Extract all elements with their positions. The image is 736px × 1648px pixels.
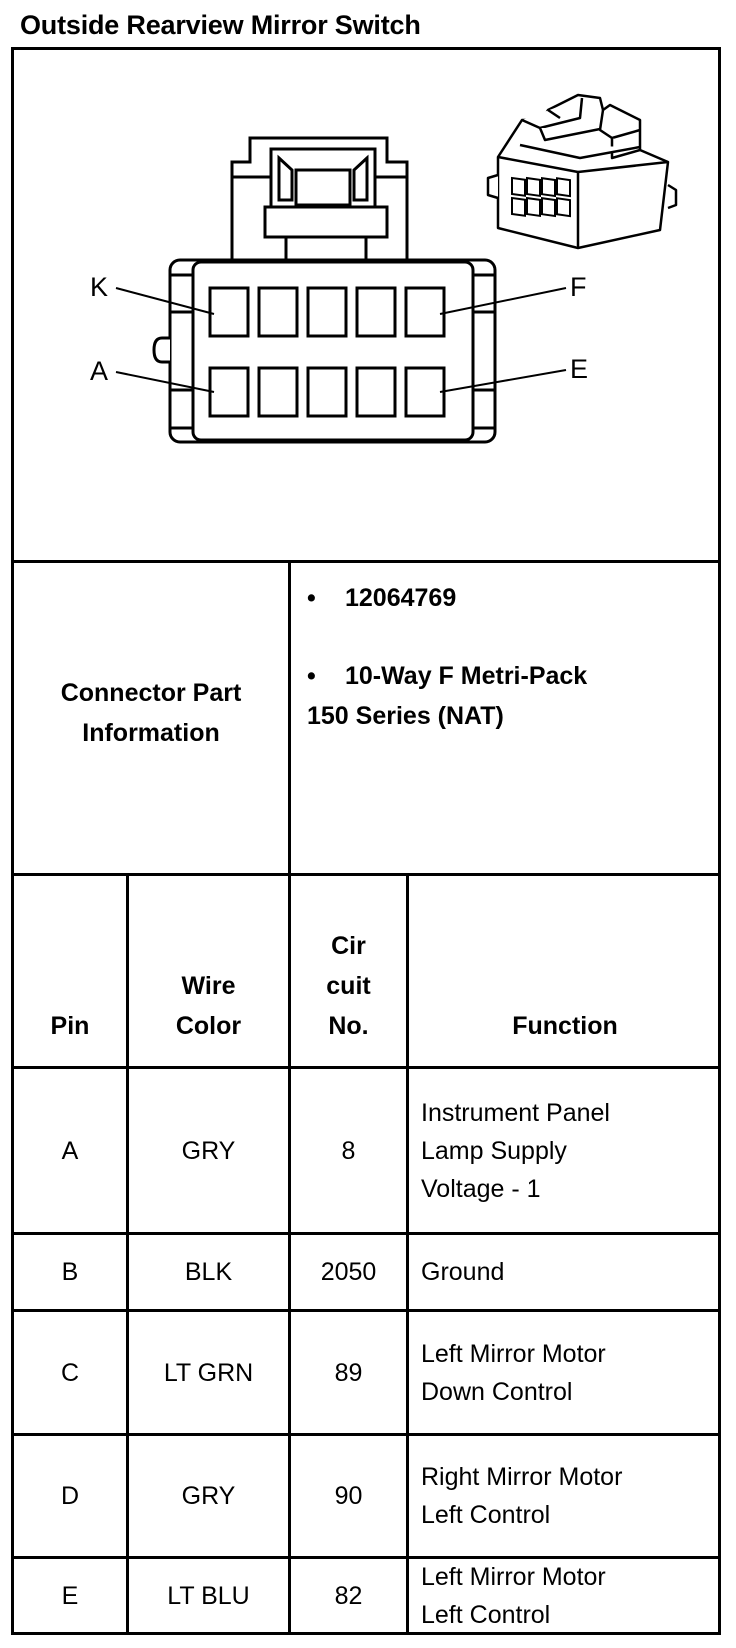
pin-label-k: K bbox=[90, 272, 109, 302]
page-title: Outside Rearview Mirror Switch bbox=[20, 10, 421, 40]
function-line: Voltage - 1 bbox=[421, 1174, 541, 1203]
cell-pin: C bbox=[60, 1358, 80, 1387]
cell-function bbox=[409, 1312, 721, 1433]
header-circuit-no: Cir cuit No. bbox=[326, 932, 371, 1040]
part-number: • 12064769 bbox=[307, 584, 457, 612]
function-line: Left Control bbox=[421, 1501, 551, 1529]
function-line: Ground bbox=[421, 1258, 505, 1286]
cell-function bbox=[409, 1069, 721, 1232]
connector-info-label: Connector Part Information bbox=[60, 679, 242, 747]
cell-circuit-no: 8 bbox=[341, 1136, 356, 1165]
cell-function bbox=[409, 1559, 721, 1632]
connector-description: • 10-Way F Metri-Pack 150 Series (NAT) bbox=[307, 662, 588, 730]
cell-circuit-no: 82 bbox=[334, 1581, 363, 1610]
cell-pin: E bbox=[61, 1581, 79, 1610]
cell-wire-color: LT BLU bbox=[167, 1581, 250, 1610]
cell-circuit-no: 2050 bbox=[320, 1258, 377, 1286]
cell-pin: B bbox=[61, 1258, 79, 1286]
function-line: Left Mirror Motor bbox=[421, 1562, 606, 1591]
cell-wire-color: BLK bbox=[184, 1258, 233, 1286]
function-line: Down Control bbox=[421, 1377, 573, 1406]
divider bbox=[11, 560, 721, 563]
cell-circuit-no: 89 bbox=[334, 1358, 363, 1387]
function-line: Left Mirror Motor bbox=[421, 1339, 606, 1368]
header-pin: Pin bbox=[50, 1012, 90, 1040]
connector-diagram bbox=[14, 50, 718, 563]
divider bbox=[11, 873, 721, 876]
cell-circuit-no: 90 bbox=[334, 1482, 363, 1510]
cell-function bbox=[409, 1235, 721, 1309]
header-function: Function bbox=[512, 1012, 618, 1040]
cell-wire-color: GRY bbox=[181, 1136, 236, 1165]
header-wire-color: Wire Color bbox=[175, 972, 242, 1040]
function-line: Left Control bbox=[421, 1600, 551, 1629]
function-line: Right Mirror Motor bbox=[421, 1463, 623, 1491]
divider bbox=[288, 560, 291, 873]
cell-wire-color: LT GRN bbox=[163, 1358, 254, 1387]
function-line: Instrument Panel bbox=[421, 1098, 610, 1127]
cell-function bbox=[409, 1436, 721, 1556]
cell-wire-color: GRY bbox=[181, 1482, 236, 1510]
function-line: Lamp Supply bbox=[421, 1136, 567, 1165]
cell-pin: A bbox=[61, 1136, 79, 1165]
pin-label-f: F bbox=[570, 272, 587, 302]
pin-label-e: E bbox=[570, 354, 589, 384]
pin-label-a: A bbox=[90, 356, 109, 386]
cell-pin: D bbox=[60, 1482, 80, 1510]
